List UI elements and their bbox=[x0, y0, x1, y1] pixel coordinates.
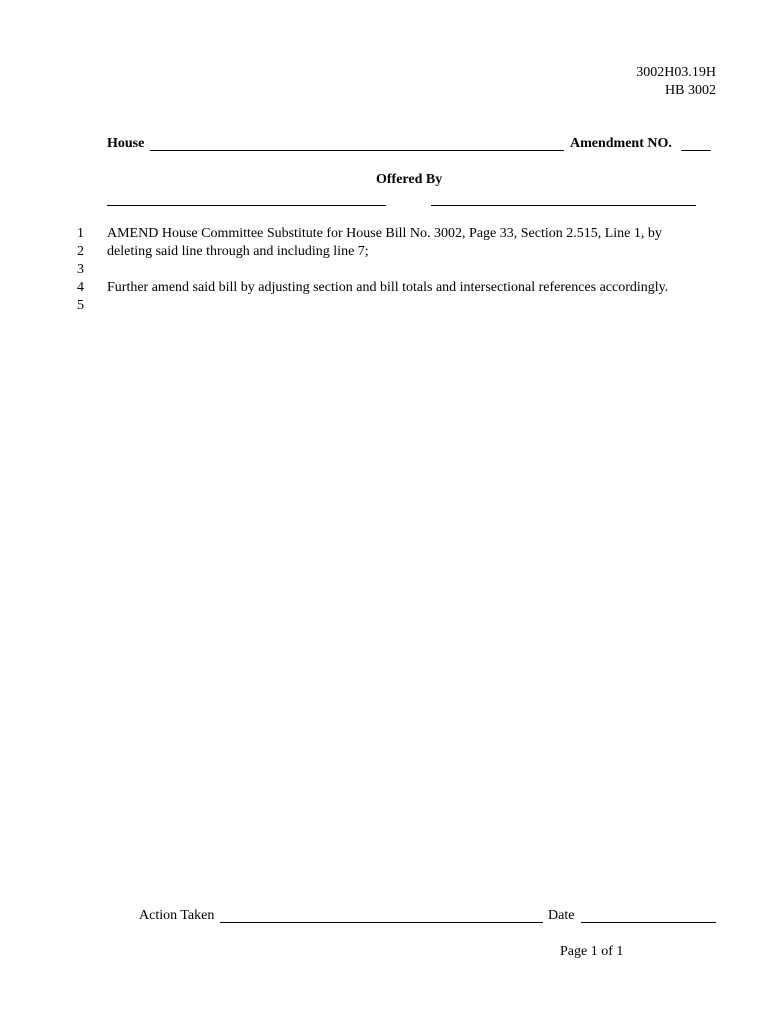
date-label: Date bbox=[548, 908, 575, 923]
bill-number: HB 3002 bbox=[665, 83, 716, 98]
amendment-number-blank-line bbox=[681, 150, 711, 151]
amendment-number-label: Amendment NO. bbox=[570, 136, 672, 151]
offered-by-label: Offered By bbox=[376, 172, 443, 187]
line-number: 4 bbox=[77, 280, 84, 295]
line-number: 3 bbox=[77, 262, 84, 277]
page-number: Page 1 of 1 bbox=[560, 944, 624, 959]
amendment-text-line-1: AMEND House Committee Substitute for House Bill No. 3002, Page 33, Section 2.515, Line 1, by bbox=[107, 226, 662, 241]
date-blank-line bbox=[581, 922, 716, 923]
line-number: 2 bbox=[77, 244, 84, 259]
house-blank-line bbox=[150, 150, 564, 151]
line-number: 5 bbox=[77, 298, 84, 313]
line-number: 1 bbox=[77, 226, 84, 241]
amendment-text-line-2: deleting said line through and including line 7; bbox=[107, 244, 369, 259]
document-code: 3002H03.19H bbox=[636, 65, 716, 80]
action-taken-label: Action Taken bbox=[139, 908, 215, 923]
action-taken-blank-line bbox=[220, 922, 543, 923]
house-label: House bbox=[107, 136, 145, 151]
offered-by-signature-line-right bbox=[431, 205, 696, 206]
amendment-text-line-4: Further amend said bill by adjusting section and bill totals and intersectional references accordingly. bbox=[107, 280, 669, 295]
offered-by-signature-line-left bbox=[107, 205, 386, 206]
